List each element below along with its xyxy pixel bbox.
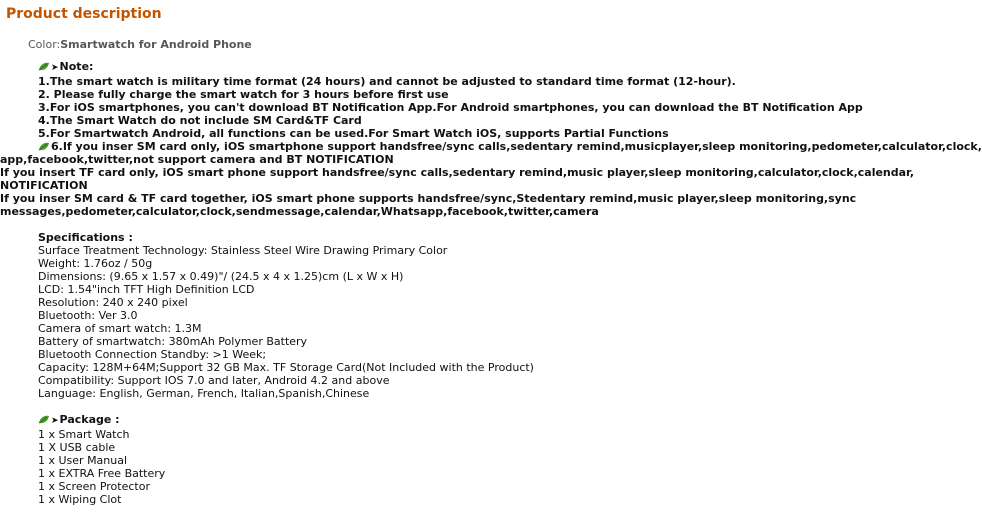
spec-line: Language: English, German, French, Italian,Spanish,Chinese — [38, 387, 370, 400]
spec-line: Battery of smartwatch: 380mAh Polymer Battery — [38, 335, 308, 348]
package-item: 1 x Screen Protector — [38, 480, 150, 493]
note-line: app,facebook,twitter,not support camera and BT NOTIFICATION — [0, 153, 394, 166]
note-line: 2. Please fully charge the smart watch for 3 hours before first use — [38, 88, 449, 101]
note-line: 4.The Smart Watch do not include SM Card&TF Card — [38, 114, 362, 127]
spec-line: LCD: 1.54"inch TFT High Definition LCD — [38, 283, 255, 296]
color-row — [28, 38, 252, 51]
package-item: 1 x Smart Watch — [38, 428, 130, 441]
package-item: 1 x Wiping Clot — [38, 493, 122, 506]
specifications-heading: Specifications : — [38, 231, 133, 244]
note-line: NOTIFICATION — [0, 179, 88, 192]
note-heading: Note: — [59, 60, 94, 73]
package-heading-row — [38, 413, 750, 428]
note-line: messages,pedometer,calculator,clock,sendmessage,calendar,Whatsapp,facebook,twitter,camera — [0, 205, 599, 218]
spec-line: Weight: 1.76oz / 50g — [38, 257, 153, 270]
right-pointer-icon: ➤ — [51, 63, 59, 73]
color-value: Smartwatch for Android Phone — [60, 38, 252, 51]
package-item: 1 X USB cable — [38, 441, 116, 454]
spec-line: Bluetooth: Ver 3.0 — [38, 309, 138, 322]
note-line: If you insert TF card only, iOS smart phone support handsfree/sync calls,sedentary remind,music player,sleep monitoring,calculator,clock,calendar, — [0, 166, 915, 179]
spec-line: Compatibility: Support IOS 7.0 and later, Android 4.2 and above — [38, 374, 390, 387]
section-gap — [38, 400, 750, 413]
note-item6-first — [38, 140, 982, 153]
right-pointer-icon: ➤ — [51, 416, 59, 426]
spec-line: Camera of smart watch: 1.3M — [38, 322, 202, 335]
spec-line: Surface Treatment Technology: Stainless Steel Wire Drawing Primary Color — [38, 244, 448, 257]
leaf-emoji-icon — [38, 415, 50, 424]
description-body — [0, 60, 982, 506]
spec-line: Dimensions: (9.65 x 1.57 x 0.49)"/ (24.5 x 4 x 1.25)cm (L x W x H) — [38, 270, 404, 283]
note-heading-row — [38, 60, 750, 75]
package-heading: Package : — [59, 413, 120, 426]
page-title: Product description — [6, 6, 162, 22]
note-item6-text: 6.If you inser SM card only, iOS smartphone support handsfree/sync calls,sedentary remind,musicplayer,sleep monitoring,pedometer,calculator,clock, — [51, 140, 982, 153]
section-gap — [38, 218, 750, 231]
package-item: 1 x User Manual — [38, 454, 128, 467]
spec-line: Resolution: 240 x 240 pixel — [38, 296, 188, 309]
note-line: If you inser SM card & TF card together, iOS smart phone supports handsfree/sync,Stedentary remind,music player,sleep monitoring,sync — [0, 192, 857, 205]
spec-line: Bluetooth Connection Standby: >1 Week; — [38, 348, 267, 361]
note-line: 1.The smart watch is military time format (24 hours) and cannot be adjusted to standard time format (12-hour). — [38, 75, 736, 88]
spec-line: Capacity: 128M+64M;Support 32 GB Max. TF Storage Card(Not Included with the Product) — [38, 361, 534, 374]
note-line: 5.For Smartwatch Android, all functions can be used.For Smart Watch iOS, supports Partial Functions — [38, 127, 669, 140]
note-line: 3.For iOS smartphones, you can't download BT Notification App.For Android smartphones, you can download the BT Notification App — [38, 101, 863, 114]
package-item: 1 x EXTRA Free Battery — [38, 467, 166, 480]
leaf-emoji-icon — [38, 62, 50, 71]
color-label: Color: — [28, 38, 61, 51]
leaf-emoji-icon — [38, 142, 50, 151]
